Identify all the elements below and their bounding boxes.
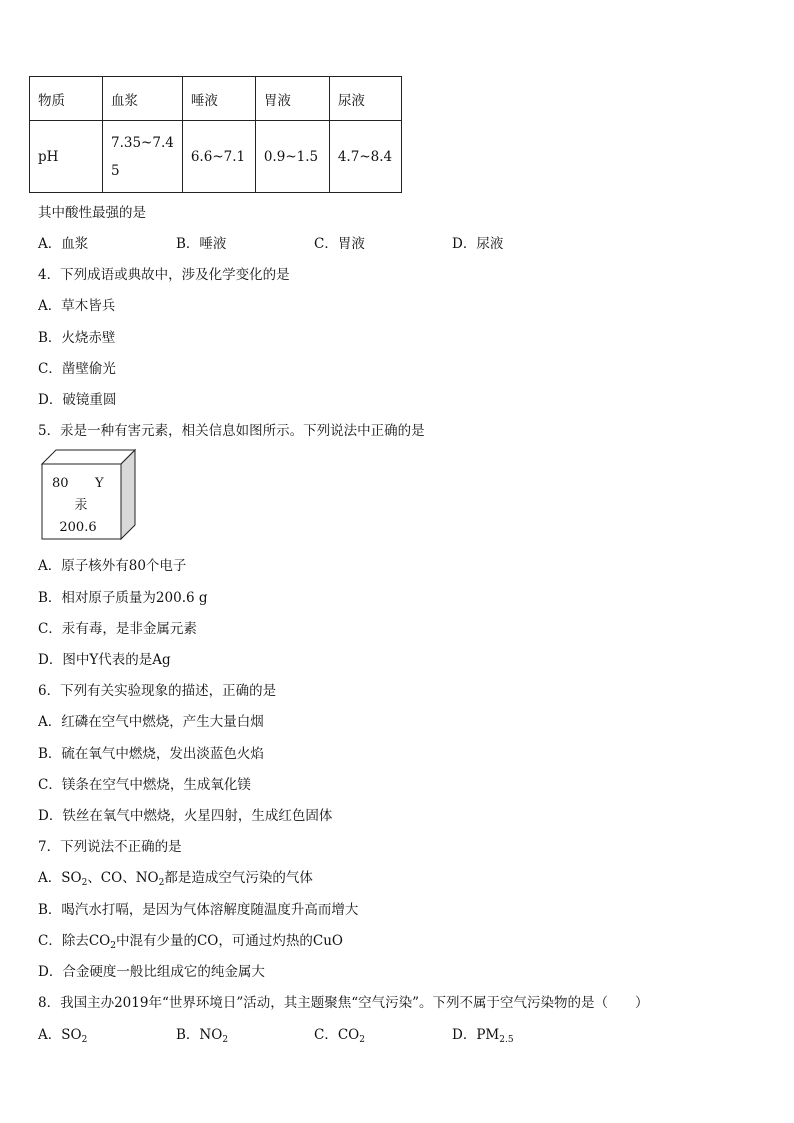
table-header: 胃液 bbox=[255, 77, 329, 121]
option-a: A．原子核外有80个电子 bbox=[38, 558, 187, 574]
option-b: B．$NO_2$ bbox=[176, 1027, 229, 1045]
table-header: 尿液 bbox=[329, 77, 401, 121]
option-d: D．破镜重圆 bbox=[38, 392, 117, 408]
question-stem: 4．下列成语或典故中，涉及化学变化的是 bbox=[38, 267, 290, 283]
ph-table bbox=[29, 76, 402, 193]
table-header: 唾液 bbox=[182, 77, 255, 121]
question-stem: 其中酸性最强的是 bbox=[38, 205, 146, 221]
question-stem: 7．下列说法不正确的是 bbox=[38, 839, 182, 855]
option-d: D．铁丝在氧气中燃烧，火星四射，生成红色固体 bbox=[38, 808, 333, 824]
table-cell: 4.7~8.4 bbox=[329, 121, 401, 193]
question-stem: 8．我国主办2019年“世界环境日”活动，其主题聚焦“空气污染”。下列不属于空气污染物的是（ ） bbox=[38, 995, 649, 1011]
atomic-mass: 200.6 bbox=[59, 520, 97, 535]
option-c: C．除去$CO_2$中混有少量的CO，可通过灼热的CuO bbox=[38, 933, 343, 951]
option-a: A．血浆 bbox=[38, 236, 89, 252]
atomic-number: 80 bbox=[52, 476, 69, 491]
question-stem: 6．下列有关实验现象的描述，正确的是 bbox=[38, 683, 277, 699]
option-c: C．胃液 bbox=[314, 236, 365, 252]
option-d: D．尿液 bbox=[452, 236, 504, 252]
option-c: C．凿壁偷光 bbox=[38, 361, 116, 377]
option-d: D．合金硬度一般比组成它的纯金属大 bbox=[38, 964, 265, 980]
table-cell: 6.6~7.1 bbox=[182, 121, 255, 193]
option-a: A．$SO_2$ bbox=[38, 1027, 88, 1045]
table-header: 物质 bbox=[30, 77, 103, 121]
option-c: C．$CO_2$ bbox=[314, 1027, 365, 1045]
option-d: D．图中Y代表的是Ag bbox=[38, 652, 171, 668]
element-name: 汞 bbox=[74, 498, 88, 513]
option-b: B．火烧赤壁 bbox=[38, 330, 116, 346]
table-cell: 0.9~1.5 bbox=[255, 121, 329, 193]
option-a: A．$SO_2$、CO、$NO_2$都是造成空气污染的气体 bbox=[38, 870, 313, 888]
option-b: B．相对原子质量为200.6 g bbox=[38, 590, 208, 606]
option-b: B．喝汽水打嗝，是因为气体溶解度随温度升高而增大 bbox=[38, 902, 359, 918]
option-b: B．唾液 bbox=[176, 236, 227, 252]
option-c: C．汞有毒，是非金属元素 bbox=[38, 621, 197, 637]
element-card bbox=[40, 448, 140, 544]
option-d: D．$PM_{2.5}$ bbox=[452, 1027, 514, 1045]
question-stem: 5．汞是一种有害元素，相关信息如图所示。下列说法中正确的是 bbox=[38, 423, 425, 439]
table-cell: pH bbox=[30, 121, 103, 193]
table-header: 血浆 bbox=[103, 77, 183, 121]
element-symbol: Y bbox=[95, 476, 104, 491]
option-b: B．硫在氧气中燃烧，发出淡蓝色火焰 bbox=[38, 746, 264, 762]
option-a: A．红磷在空气中燃烧，产生大量白烟 bbox=[38, 714, 264, 730]
plasma-line-1: 7.35~7.4 bbox=[111, 134, 174, 151]
option-c: C．镁条在空气中燃烧，生成氧化镁 bbox=[38, 777, 251, 793]
table-cell-plasma bbox=[103, 121, 183, 193]
plasma-line-2: 5 bbox=[111, 162, 120, 179]
option-a: A．草木皆兵 bbox=[38, 298, 116, 314]
